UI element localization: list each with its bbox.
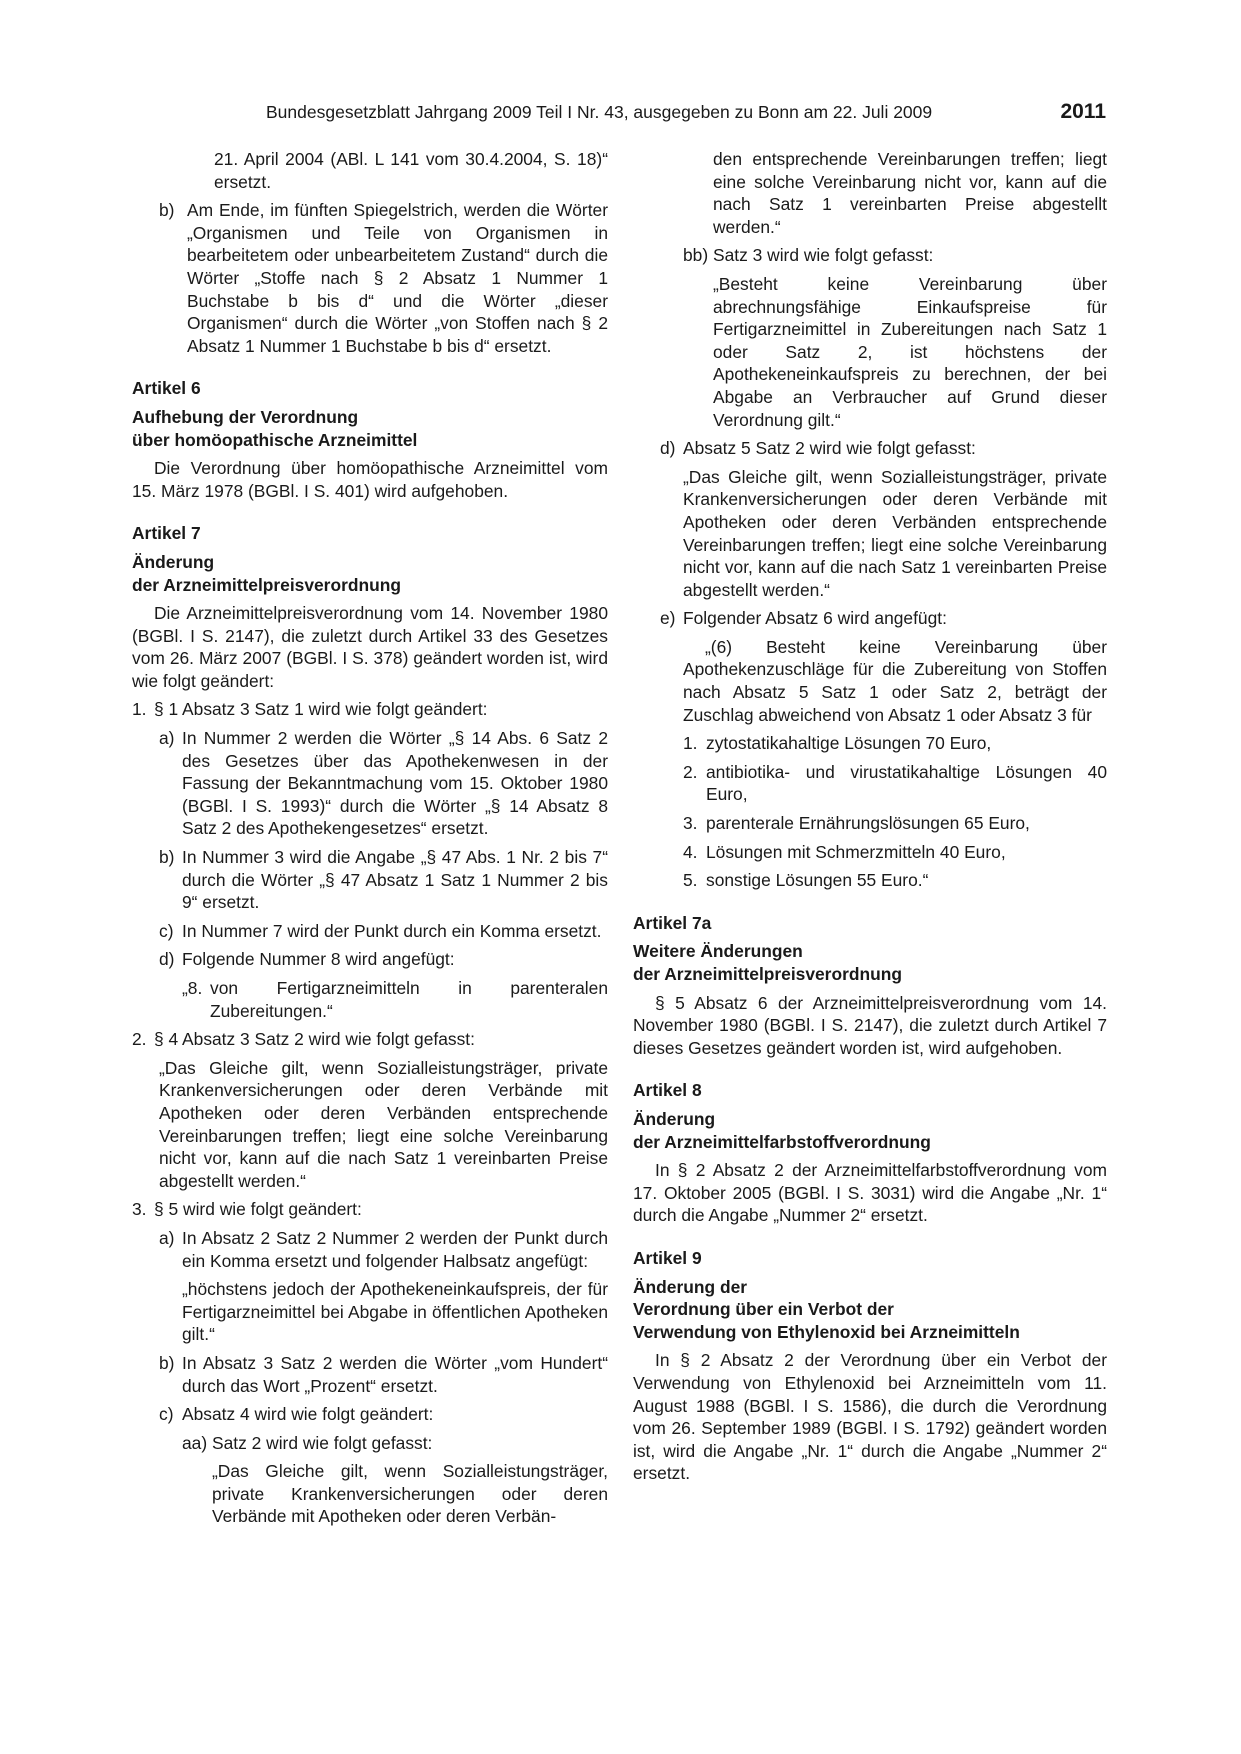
list-item (132, 1432, 608, 1455)
item-text: In Absatz 3 Satz 2 werden die Wörter „vom Hundert“ durch das Wort „Prozent“ ersetzt. (182, 1352, 608, 1396)
item-text: parenterale Ernährungslösungen 65 Euro, (706, 813, 1030, 834)
item-text: Satz 3 wird wie folgt gefasst: (713, 245, 934, 266)
quoted-text: „Das Gleiche gilt, wenn Sozialleistungsträger, private Krankenversicherungen oder deren Verbände mit Apotheken oder deren Verbänden entsprechende Vereinbarungen treffen; liegt eine solche Vereinbarung nicht vor, kann auf die nach Satz 1 vereinbarten Preise abgestellt werden.“ (683, 466, 1107, 600)
item-label: 2. (132, 1029, 147, 1050)
item-label: bb) (683, 245, 709, 266)
item-text: In Nummer 7 wird der Punkt durch ein Komma ersetzt. (182, 920, 602, 941)
item-label: 3. (132, 1199, 147, 1220)
article-body: Die Arzneimittelpreisverordnung vom 14. November 1980 (BGBl. I S. 2147), die zuletzt durch Artikel 33 des Gesetzes vom 26. März 2007 (BGBl. I S. 378) geändert worden ist, wird wie folgt geändert: (132, 603, 608, 691)
list-item (683, 732, 1107, 755)
running-header (266, 100, 1106, 124)
item-label: e) (660, 608, 676, 629)
right-column (633, 148, 1107, 1491)
list-item (683, 869, 1107, 892)
list-item (683, 812, 1107, 835)
item-label: d) (660, 438, 676, 459)
article-title-line: Weitere Änderungen (633, 941, 803, 962)
item-label: 3. (683, 813, 698, 834)
item-label: a) (159, 728, 175, 749)
numbered-list (633, 732, 1107, 892)
item-text: § 1 Absatz 3 Satz 1 wird wie folgt geändert: (154, 699, 488, 720)
article-title-line: Verordnung über ein Verbot der (633, 1299, 894, 1320)
item-label: 2. (683, 761, 698, 782)
item-text: zytostatikahaltige Lösungen 70 Euro, (706, 733, 992, 754)
item-text: § 4 Absatz 3 Satz 2 wird wie folgt gefasst: (154, 1029, 475, 1050)
quoted-item (132, 977, 608, 1022)
item-text: Am Ende, im fünften Spiegelstrich, werden die Wörter „Organismen und Teile von Organismen in bearbeitetem oder unbearbeitetem Zustand“ durch die Wörter „Stoffe nach § 2 Absatz 1 Nummer 1 Buchstabe b bis d“ und die Wörter „dieser Organismen“ durch die Wörter „von Stoffen nach § 2 Absatz 1 Nummer 1 Buchstabe b bis d“ ersetzt. (187, 200, 608, 356)
list-item (683, 761, 1107, 806)
list-item (633, 607, 1107, 630)
item-label: b) (159, 200, 175, 221)
quoted-text: „Das Gleiche gilt, wenn Sozialleistungsträger, private Krankenversicherungen oder deren Verbände mit Apotheken oder deren Verbän- (212, 1461, 608, 1527)
article-number: Artikel 9 (633, 1247, 702, 1268)
list-item (132, 199, 608, 357)
item-text: antibiotika- und virustatikahaltige Lösungen 40 Euro, (706, 761, 1107, 805)
list-item (633, 437, 1107, 460)
list-item (132, 920, 608, 943)
item-label: b) (159, 847, 175, 868)
item-label: 5. (683, 870, 698, 891)
item-text: Absatz 5 Satz 2 wird wie folgt gefasst: (683, 438, 976, 459)
article-title-line: Änderung (132, 551, 215, 572)
running-title: Bundesgesetzblatt Jahrgang 2009 Teil I Nr. 43, ausgegeben zu Bonn am 22. Juli 2009 (266, 102, 933, 122)
item-label: c) (159, 1404, 174, 1425)
article-title-line: Aufhebung der Verordnung (132, 406, 359, 427)
item-label: b) (159, 1352, 175, 1373)
article-title-line: Verwendung von Ethylenoxid bei Arzneimitteln (633, 1321, 1020, 1342)
quoted-text: „höchstens jedoch der Apothekeneinkaufspreis, der für Fertigarzneimittel bei Abgabe in öffentlichen Apotheken gilt.“ (182, 1279, 608, 1345)
item-text: In Nummer 3 wird die Angabe „§ 47 Abs. 1 Nr. 2 bis 7“ durch die Wörter „§ 47 Absatz 1 Satz 1 Nummer 2 bis 9“ ersetzt. (182, 847, 608, 913)
article-title-line: über homöopathische Arzneimittel (132, 429, 418, 450)
continuation-text: den entsprechende Vereinbarungen treffen; liegt eine solche Vereinbarung nicht vor, kann auf die nach Satz 1 vereinbarten Preise abgestellt werden.“ (713, 149, 1107, 237)
article-title-line: der Arzneimittelpreisverordnung (633, 964, 902, 984)
item-text: In Nummer 2 werden die Wörter „§ 14 Abs. 6 Satz 2 des Gesetzes über das Apothekenwesen in der Fassung der Bekanntmachung vom 15. Oktober 1980 (BGBl. I S. 1993)“ durch die Wörter „§ 14 Absatz 8 Satz 2 des Apothekengesetzes“ ersetzt. (182, 728, 608, 839)
list-item (132, 846, 608, 914)
left-column (132, 148, 608, 1534)
page-number: 2011 (1060, 100, 1106, 123)
list-item (132, 1198, 608, 1221)
article-body: In § 2 Absatz 2 der Verordnung über ein Verbot der Verwendung von Ethylenoxid bei Arzneimitteln vom 11. August 1988 (BGBl. I S. 1586), die durch die Verordnung vom 26. September 1989 (BGBl. I S. 1792) geändert worden ist, wird die Angabe „Nr. 1“ durch die Angabe „Nummer 2“ ersetzt. (633, 1350, 1107, 1484)
article-title-line: der Arzneimittelfarbstoffverordnung (633, 1131, 931, 1152)
item-text: sonstige Lösungen 55 Euro.“ (706, 870, 929, 891)
item-label: d) (159, 949, 175, 970)
item-text: § 5 wird wie folgt geändert: (154, 1199, 362, 1220)
article-number: Artikel 7a (633, 912, 712, 933)
item-label: 1. (683, 733, 698, 754)
item-label: 4. (683, 841, 698, 862)
list-item (132, 1227, 608, 1272)
item-text: Satz 2 wird wie folgt gefasst: (212, 1432, 433, 1453)
item-label: „8. (182, 978, 203, 998)
item-label: a) (159, 1227, 175, 1248)
list-item (132, 698, 608, 721)
list-item (132, 948, 608, 971)
list-item (683, 841, 1107, 864)
article-body: § 5 Absatz 6 der Arzneimittelpreisverordnung vom 14. November 1980 (BGBl. I S. 2147), die zuletzt durch Artikel 7 dieses Gesetzes geändert worden ist, wird aufgehoben. (633, 992, 1107, 1058)
item-label: c) (159, 920, 174, 941)
article-number: Artikel 7 (132, 523, 201, 544)
list-item (633, 244, 1107, 267)
quoted-text: „(6) Besteht keine Vereinbarung über Apothekenzuschläge für die Zubereitung von Stoffen nach Absatz 5 Satz 1 oder Satz 2, beträgt der Zuschlag abweichend von Absatz 1 oder Absatz 3 für (683, 636, 1107, 725)
list-item (132, 1403, 608, 1426)
article-title-line: Änderung der (633, 1276, 748, 1297)
quoted-text: „Besteht keine Vereinbarung über abrechnungsfähige Einkaufspreise für Fertigarzneimittel in Zubereitungen nach Satz 1 oder Satz 2, ist höchstens der Apothekeneinkaufspreis zu berechnen, der bei Abgabe an Verbraucher auf Grund dieser Verordnung gilt.“ (713, 273, 1107, 430)
list-item (132, 727, 608, 840)
continuation-text: 21. April 2004 (ABl. L 141 vom 30.4.2004, S. 18)“ ersetzt. (214, 149, 608, 192)
article-body: In § 2 Absatz 2 der Arzneimittelfarbstoffverordnung vom 17. Oktober 2005 (BGBl. I S. 3031) wird die Angabe „Nr. 1“ durch die Angabe „Nummer 2“ ersetzt. (633, 1160, 1107, 1226)
item-text: In Absatz 2 Satz 2 Nummer 2 werden der Punkt durch ein Komma ersetzt und folgender Halbsatz angefügt: (182, 1227, 608, 1271)
item-label: aa) (182, 1432, 208, 1453)
list-item (132, 1028, 608, 1051)
quoted-text: „Das Gleiche gilt, wenn Sozialleistungsträger, private Krankenversicherungen oder deren Verbände mit Apotheken oder deren Verbänden entsprechende Vereinbarungen treffen; liegt eine solche Vereinbarung nicht vor, kann auf die nach Satz 1 vereinbarten Preise abgestellt werden.“ (159, 1057, 608, 1191)
article-title-line: Änderung (633, 1108, 716, 1129)
article-title-line: der Arzneimittelpreisverordnung (132, 574, 401, 595)
item-label: 1. (132, 699, 147, 720)
item-text: Lösungen mit Schmerzmitteln 40 Euro, (706, 841, 1006, 862)
article-body: Die Verordnung über homöopathische Arzneimittel vom 15. März 1978 (BGBl. I S. 401) wird aufgehoben. (132, 458, 608, 501)
item-text: Folgende Nummer 8 wird angefügt: (182, 949, 455, 970)
item-text: von Fertigarzneimitteln in parenteralen Zubereitungen.“ (210, 978, 608, 1021)
list-item (132, 1352, 608, 1397)
item-text: Folgender Absatz 6 wird angefügt: (683, 608, 947, 629)
article-number: Artikel 8 (633, 1080, 702, 1101)
item-text: Absatz 4 wird wie folgt geändert: (182, 1404, 434, 1425)
article-number: Artikel 6 (132, 378, 201, 399)
